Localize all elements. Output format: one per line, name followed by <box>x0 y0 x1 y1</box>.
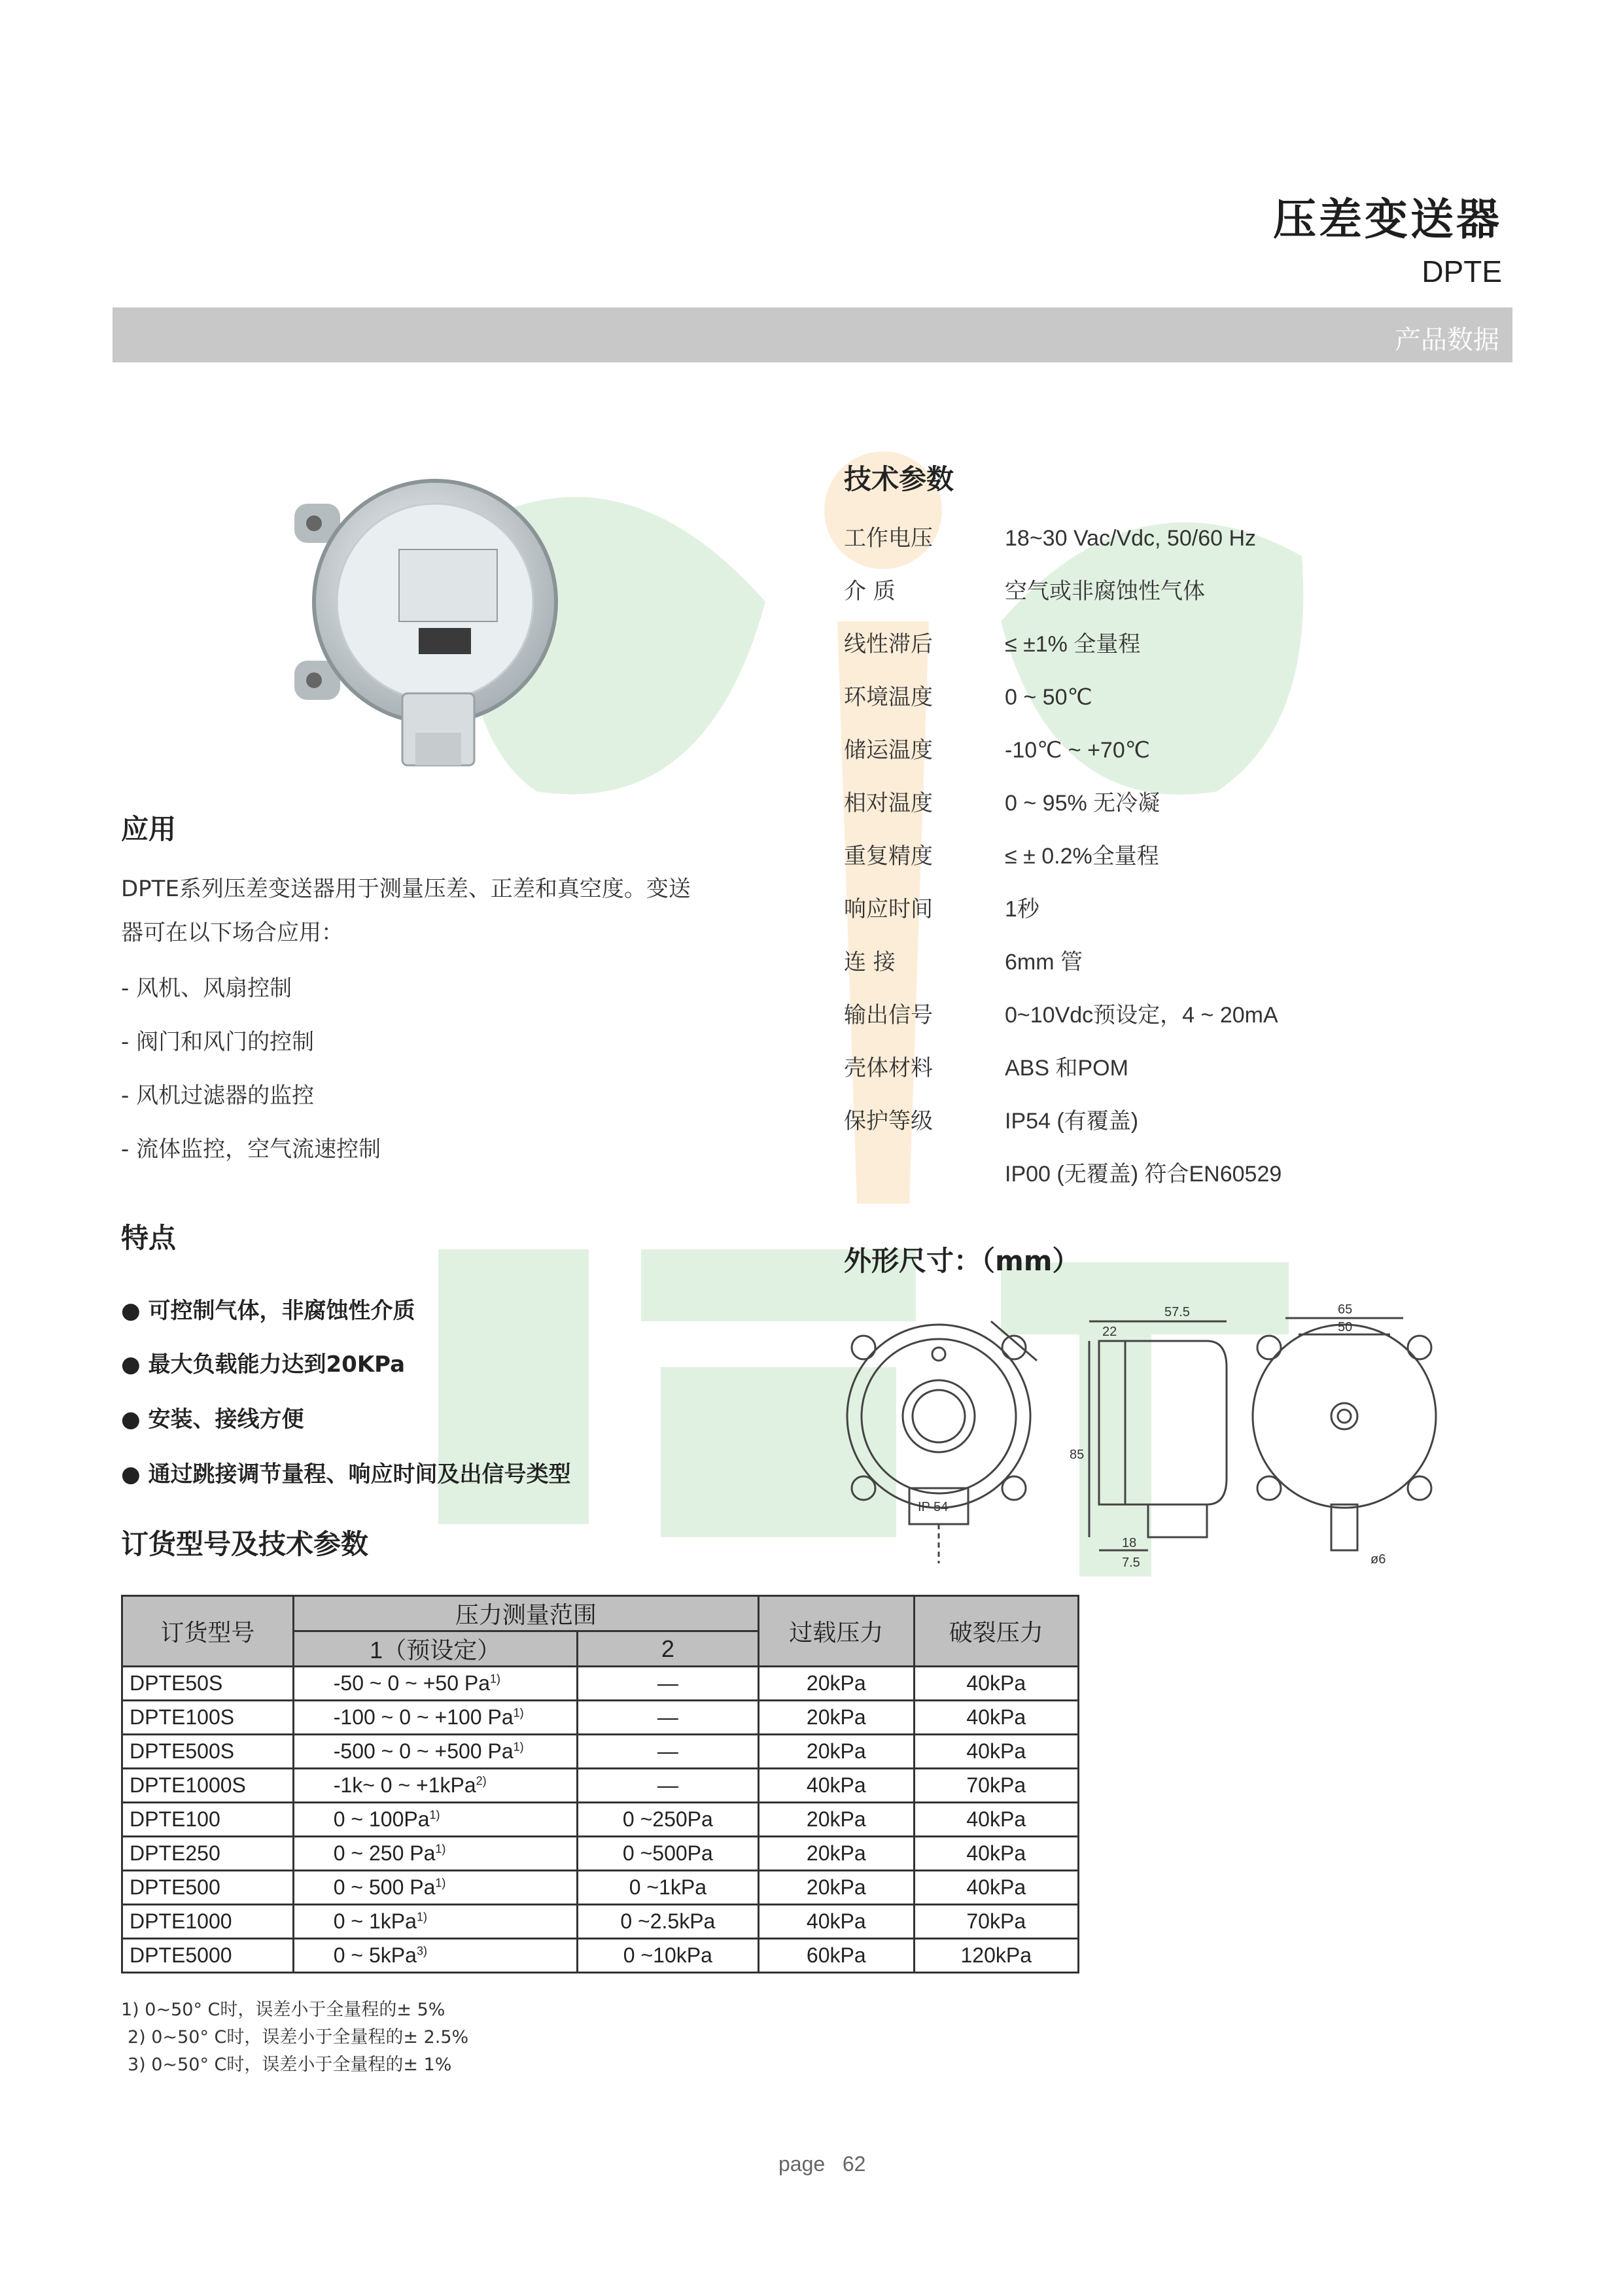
spec-row <box>844 679 1092 711</box>
product-model: DPTE <box>1422 254 1502 288</box>
cell-range1: 0 ~ 100Pa$^{1)}$ <box>293 1803 577 1837</box>
spec-label: 保护等级 <box>844 1108 933 1134</box>
col-header: 破裂压力 <box>914 1596 1079 1667</box>
cell-overload: 40kPa <box>759 1769 914 1803</box>
cell-model: DPTE5000 <box>122 1939 294 1973</box>
feature-item: ● 通过跳接调节量程、响应时间及出信号类型 <box>121 1461 571 1487</box>
cell-range2: — <box>577 1667 758 1701</box>
spec-label: 环境温度 <box>844 684 933 710</box>
product-photo <box>294 471 569 772</box>
application-item: - 流体监控，空气流速控制 <box>121 1136 381 1162</box>
feature-text: 通过跳接调节量程、响应时间及出信号类型 <box>148 1461 571 1487</box>
page-number: 62 <box>842 2152 866 2176</box>
dimension-drawing <box>841 1302 1442 1576</box>
spec-value: 18~30 Vac/Vdc, 50/60 Hz <box>1005 526 1257 551</box>
dim-label: 85 <box>1070 1448 1085 1462</box>
cell-overload: 20kPa <box>759 1837 914 1871</box>
cell-overload: 20kPa <box>759 1667 914 1701</box>
page-title: 压差变送器 <box>1273 194 1502 245</box>
cell-range1: -1k~ 0 ~ +1kPa$^{2)}$ <box>293 1769 577 1803</box>
col-header: 过载压力 <box>759 1596 914 1667</box>
page-footer <box>778 2152 865 2176</box>
cell-burst: 40kPa <box>914 1667 1079 1701</box>
spec-row <box>844 732 1150 764</box>
spec-row <box>844 1050 1128 1082</box>
dim-label: ø6 <box>1370 1552 1386 1567</box>
spec-label: 线性滞后 <box>844 631 933 657</box>
cell-range2: — <box>577 1701 758 1735</box>
cell-range2: — <box>577 1735 758 1769</box>
table-row <box>122 1701 1079 1735</box>
cell-overload: 20kPa <box>759 1803 914 1837</box>
cell-model: DPTE250 <box>122 1837 294 1871</box>
feature-item: ● 最大负载能力达到20KPa <box>121 1351 406 1378</box>
spec-value: 1秒 <box>1005 897 1039 922</box>
cell-burst: 120kPa <box>914 1939 1079 1973</box>
cell-range1: -50 ~ 0 ~ +50 Pa$^{1)}$ <box>293 1667 577 1701</box>
cell-model: DPTE1000 <box>122 1905 294 1939</box>
spec-row <box>844 838 1159 870</box>
feature-text: 可控制气体，非腐蚀性介质 <box>148 1298 415 1324</box>
footnote: 1) 0~50° C时，误差小于全量程的± 5% <box>121 2000 445 2020</box>
dim-label: 22 <box>1102 1325 1117 1339</box>
spec-label: 输出信号 <box>844 1002 933 1028</box>
spec-value: IP00 (无覆盖) 符合EN60529 <box>1005 1162 1282 1187</box>
application-item: - 风机过滤器的监控 <box>121 1083 315 1109</box>
cell-overload: 20kPa <box>759 1701 914 1735</box>
col-header: 2 <box>577 1631 758 1667</box>
section-band <box>113 307 1512 362</box>
cell-model: DPTE500 <box>122 1871 294 1905</box>
cell-range1: 0 ~ 500 Pa$^{1)}$ <box>293 1871 577 1905</box>
spec-row <box>844 573 1205 605</box>
spec-row <box>844 891 1039 923</box>
col-header: 订货型号 <box>122 1596 294 1667</box>
spec-value: ABS 和POM <box>1005 1056 1128 1081</box>
cell-model: DPTE100 <box>122 1803 294 1837</box>
dimensions-heading: 外形尺寸：（mm） <box>844 1245 1080 1277</box>
spec-label: 储运温度 <box>844 737 933 763</box>
dim-label: 65 <box>1338 1302 1353 1317</box>
spec-label: 重复精度 <box>844 843 933 869</box>
application-intro-line2: 器可在以下场合应用： <box>121 920 343 946</box>
application-heading: 应用 <box>121 813 177 845</box>
cell-range2: — <box>577 1769 758 1803</box>
cell-range2: 0 ~250Pa <box>577 1803 758 1837</box>
cell-range1: -100 ~ 0 ~ +100 Pa$^{1)}$ <box>293 1701 577 1735</box>
spec-label: 壳体材料 <box>844 1055 933 1081</box>
col-header: 压力测量范围 <box>293 1596 758 1631</box>
cell-overload: 20kPa <box>759 1735 914 1769</box>
dim-label: IP 54 <box>918 1500 949 1514</box>
table-row <box>122 1735 1079 1769</box>
table-row <box>122 1803 1079 1837</box>
application-intro-line1: DPTE系列压差变送器用于测量压差、正差和真空度。变送 <box>121 876 691 902</box>
cell-burst: 40kPa <box>914 1803 1079 1837</box>
spec-row <box>844 944 1083 976</box>
footnote: 2) 0~50° C时，误差小于全量程的± 2.5% <box>128 2027 469 2047</box>
cell-overload: 20kPa <box>759 1871 914 1905</box>
table-row <box>122 1837 1079 1871</box>
dim-label: 57.5 <box>1164 1305 1190 1319</box>
spec-label: 相对温度 <box>844 790 933 816</box>
cell-range1: 0 ~ 5kPa$^{3)}$ <box>293 1939 577 1973</box>
cell-burst: 40kPa <box>914 1871 1079 1905</box>
spec-row <box>844 1103 1138 1135</box>
specs-heading: 技术参数 <box>844 463 954 495</box>
spec-row <box>844 1156 1282 1188</box>
spec-row <box>844 520 1256 552</box>
spec-value: -10℃ ~ +70℃ <box>1005 738 1150 763</box>
cell-burst: 40kPa <box>914 1837 1079 1871</box>
application-item: - 阀门和风门的控制 <box>121 1029 315 1055</box>
feature-text: 安装、接线方便 <box>148 1406 304 1433</box>
spec-row <box>844 785 1160 817</box>
cell-burst: 40kPa <box>914 1701 1079 1735</box>
spec-value: ≤ ± 0.2%全量程 <box>1005 844 1159 869</box>
cell-model: DPTE100S <box>122 1701 294 1735</box>
cell-burst: 40kPa <box>914 1735 1079 1769</box>
spec-label: 工作电压 <box>844 525 933 551</box>
cell-range1: 0 ~ 1kPa$^{1)}$ <box>293 1905 577 1939</box>
spec-label: 响应时间 <box>844 896 933 922</box>
spec-value: ≤ ±1% 全量程 <box>1005 632 1141 657</box>
table-row <box>122 1769 1079 1803</box>
cell-range1: -500 ~ 0 ~ +500 Pa$^{1)}$ <box>293 1735 577 1769</box>
application-item: - 风机、风扇控制 <box>121 975 292 1001</box>
dim-label: 7.5 <box>1122 1556 1140 1570</box>
feature-text: 最大负载能力达到20KPa <box>148 1351 406 1378</box>
cell-model: DPTE500S <box>122 1735 294 1769</box>
table-row <box>122 1939 1079 1973</box>
spec-row <box>844 997 1278 1029</box>
order-table <box>121 1595 1079 1974</box>
table-row <box>122 1905 1079 1939</box>
table-row <box>122 1667 1079 1701</box>
spec-value: 0~10Vdc预设定，4 ~ 20mA <box>1005 1003 1278 1028</box>
col-header: 1（预设定） <box>293 1631 577 1667</box>
band-label: 产品数据 <box>1395 325 1499 355</box>
cell-range1: 0 ~ 250 Pa$^{1)}$ <box>293 1837 577 1871</box>
cell-burst: 70kPa <box>914 1769 1079 1803</box>
cell-model: DPTE50S <box>122 1667 294 1701</box>
spec-value: 6mm 管 <box>1005 950 1083 975</box>
spec-label: 连 接 <box>844 949 896 975</box>
spec-value: IP54 (有覆盖) <box>1005 1109 1139 1134</box>
spec-label: 介 质 <box>844 578 896 604</box>
order-heading: 订货型号及技术参数 <box>121 1528 369 1560</box>
spec-value: 0 ~ 50℃ <box>1005 685 1092 710</box>
cell-range2: 0 ~1kPa <box>577 1871 758 1905</box>
cell-burst: 70kPa <box>914 1905 1079 1939</box>
spec-value: 空气或非腐蚀性气体 <box>1005 579 1205 604</box>
cell-overload: 40kPa <box>759 1905 914 1939</box>
cell-model: DPTE1000S <box>122 1769 294 1803</box>
cell-overload: 60kPa <box>759 1939 914 1973</box>
spec-row <box>844 626 1140 658</box>
feature-item: ● 可控制气体，非腐蚀性介质 <box>121 1298 415 1324</box>
cell-range2: 0 ~500Pa <box>577 1837 758 1871</box>
feature-item: ● 安装、接线方便 <box>121 1406 304 1433</box>
dim-label: 50 <box>1338 1320 1353 1334</box>
cell-range2: 0 ~10kPa <box>577 1939 758 1973</box>
cell-range2: 0 ~2.5kPa <box>577 1905 758 1939</box>
spec-value: 0 ~ 95% 无冷凝 <box>1005 791 1161 816</box>
features-heading: 特点 <box>121 1222 177 1254</box>
footnote: 3) 0~50° C时，误差小于全量程的± 1% <box>128 2055 452 2075</box>
dim-label: 18 <box>1122 1536 1137 1550</box>
page-label: page <box>778 2152 826 2176</box>
table-row <box>122 1871 1079 1905</box>
